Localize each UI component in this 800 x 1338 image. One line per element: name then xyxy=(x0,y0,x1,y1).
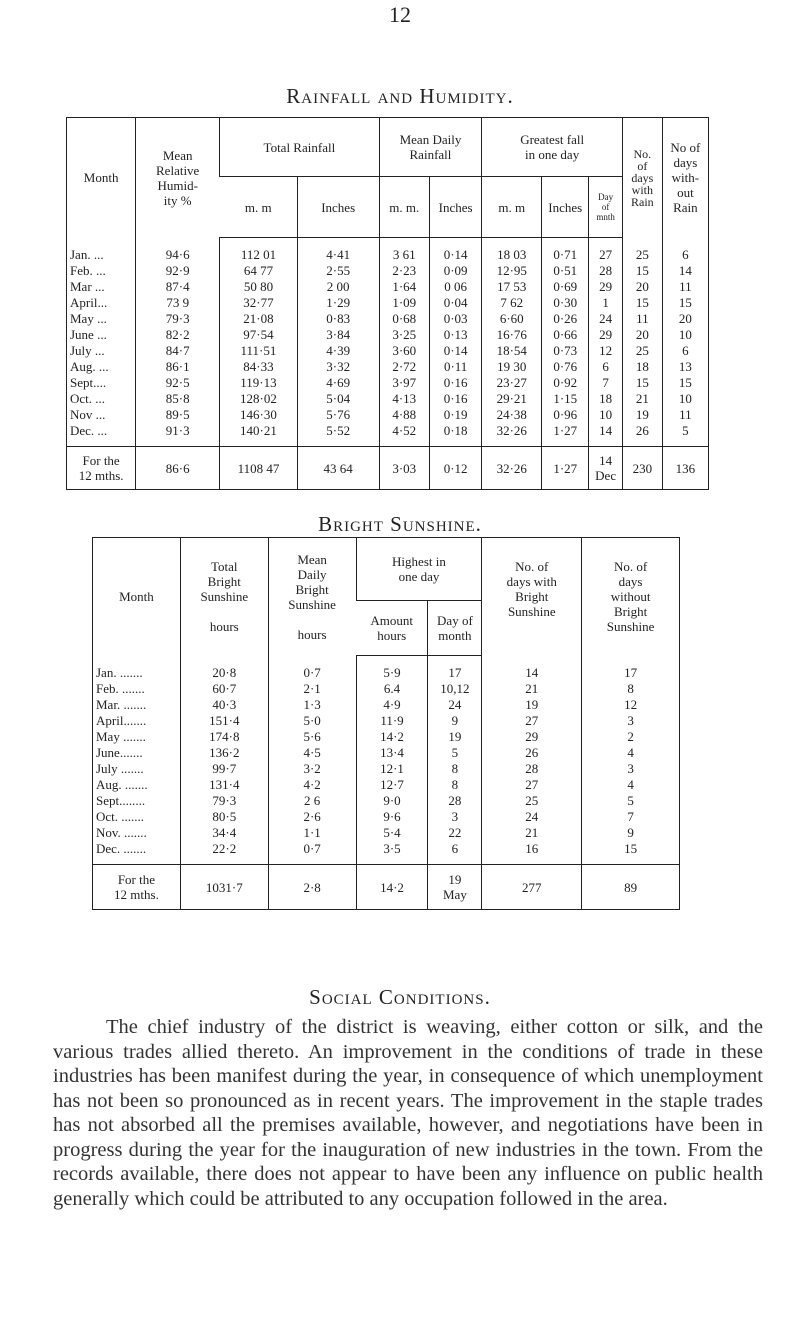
table-cell: 3 xyxy=(582,712,680,728)
table-cell: 13·4 xyxy=(356,744,428,760)
table-cell: 15 xyxy=(662,374,708,390)
table-cell: 128·02 xyxy=(220,390,298,406)
table-cell: 3 xyxy=(428,808,482,824)
row-month: April... xyxy=(70,294,108,310)
total-cell: 43 64 xyxy=(297,447,379,490)
table-cell: 8 xyxy=(428,760,482,776)
table-cell: 0·96 xyxy=(542,406,589,422)
table-cell: 174·8 xyxy=(180,728,268,744)
table-cell: 99·7 xyxy=(180,760,268,776)
table-row xyxy=(67,294,709,310)
header-mean-humidity: Mean Relative Humid- ity % xyxy=(136,118,220,238)
table-cell: 17 xyxy=(582,664,680,680)
table-cell: 6 xyxy=(589,358,623,374)
header-mm-greatest: m. m xyxy=(482,177,542,238)
table-cell: 3·2 xyxy=(268,760,356,776)
sun-header-mean: Mean Daily Bright Sunshine hours xyxy=(268,538,356,656)
row-month: April....... xyxy=(96,712,147,728)
table-cell: 14 xyxy=(589,422,623,438)
table-cell: 11 xyxy=(622,310,662,326)
table-row xyxy=(67,406,709,422)
table-cell: 11 xyxy=(662,406,708,422)
table-cell: 32·26 xyxy=(482,422,542,438)
table-cell: 1·64 xyxy=(379,278,429,294)
table-cell: 4·9 xyxy=(356,696,428,712)
table-row xyxy=(93,808,680,824)
table-cell: 5 xyxy=(428,744,482,760)
table-cell: 20 xyxy=(622,278,662,294)
table-cell: 16 xyxy=(482,840,582,856)
table-cell: 79·3 xyxy=(180,792,268,808)
table-cell: 1·1 xyxy=(268,824,356,840)
sun-header-days-without: No. of days without Bright Sunshine xyxy=(582,538,680,656)
table-cell: 25 xyxy=(622,246,662,262)
table-cell: 84·33 xyxy=(220,358,298,374)
table-cell: 1·3 xyxy=(268,696,356,712)
table-cell: 40·3 xyxy=(180,696,268,712)
table-cell: 119·13 xyxy=(220,374,298,390)
table-cell: 9 xyxy=(582,824,680,840)
table-cell: 19 xyxy=(428,728,482,744)
header-inches-daily: Inches xyxy=(429,177,481,238)
row-month: Oct. ... xyxy=(70,390,106,406)
table-cell: 0·16 xyxy=(429,390,481,406)
table-cell: 111·51 xyxy=(220,342,298,358)
table-cell: 7 xyxy=(582,808,680,824)
table-cell: 24 xyxy=(589,310,623,326)
table-cell: 15 xyxy=(622,262,662,278)
table-row xyxy=(93,728,680,744)
table-cell: 29 xyxy=(482,728,582,744)
rainfall-title: Rainfall and Humidity. xyxy=(286,84,514,108)
table-cell: 0·11 xyxy=(429,358,481,374)
row-month: June ... xyxy=(70,326,107,342)
table-cell: 4·52 xyxy=(379,422,429,438)
table-cell: 1·29 xyxy=(297,294,379,310)
table-cell: 97·54 xyxy=(220,326,298,342)
sunshine-total-row xyxy=(93,865,680,910)
table-cell: 140·21 xyxy=(220,422,298,438)
total-dry-days: 136 xyxy=(662,447,708,490)
table-cell: 12 xyxy=(589,342,623,358)
table-cell: 19 30 xyxy=(482,358,542,374)
table-cell: 9 xyxy=(428,712,482,728)
table-cell: 8 xyxy=(428,776,482,792)
sun-header-days-with: No. of days with Bright Sunshine xyxy=(482,538,582,656)
sun-total-cell: 14·2 xyxy=(356,865,428,910)
table-row xyxy=(67,342,709,358)
table-cell: 86·1 xyxy=(136,358,220,374)
table-cell: 50 80 xyxy=(220,278,298,294)
table-cell: 21 xyxy=(622,390,662,406)
table-row xyxy=(93,776,680,792)
table-cell: 3·97 xyxy=(379,374,429,390)
table-cell: 0·16 xyxy=(429,374,481,390)
table-cell: 34·4 xyxy=(180,824,268,840)
sun-header-highest: Highest in one day xyxy=(356,538,482,601)
table-cell: 0·30 xyxy=(542,294,589,310)
table-cell: 4 xyxy=(582,776,680,792)
table-cell: 0·14 xyxy=(429,342,481,358)
table-cell: 136·2 xyxy=(180,744,268,760)
total-cell: 32·26 xyxy=(482,447,542,490)
table-cell: 0·19 xyxy=(429,406,481,422)
table-cell: 15 xyxy=(662,294,708,310)
table-cell: 60·7 xyxy=(180,680,268,696)
header-inches-greatest: Inches xyxy=(542,177,589,238)
table-cell: 87·4 xyxy=(136,278,220,294)
social-title: Social Conditions. xyxy=(309,985,491,1009)
table-cell: 4·41 xyxy=(297,246,379,262)
total-cell: 1108 47 xyxy=(220,447,298,490)
table-cell: 27 xyxy=(482,776,582,792)
table-cell: 6·60 xyxy=(482,310,542,326)
row-month: Nov. ....... xyxy=(96,824,147,840)
table-cell: 0·09 xyxy=(429,262,481,278)
table-cell: 24 xyxy=(428,696,482,712)
table-cell: 1 xyxy=(589,294,623,310)
table-cell: 0·51 xyxy=(542,262,589,278)
table-cell: 6.4 xyxy=(356,680,428,696)
table-cell: 19 xyxy=(482,696,582,712)
row-month: Dec. ....... xyxy=(96,840,147,856)
table-cell: 3·25 xyxy=(379,326,429,342)
table-row xyxy=(93,792,680,808)
row-month: Nov ... xyxy=(70,406,106,422)
table-cell: 26 xyxy=(622,422,662,438)
table-cell: 21 xyxy=(482,680,582,696)
table-cell: 2 6 xyxy=(268,792,356,808)
table-cell: 79·3 xyxy=(136,310,220,326)
table-cell: 92·5 xyxy=(136,374,220,390)
table-cell: 21·08 xyxy=(220,310,298,326)
sun-total-day: 19 May xyxy=(428,865,482,910)
table-cell: 32·77 xyxy=(220,294,298,310)
row-month: Jan. ... xyxy=(70,246,104,262)
row-month: Mar. ....... xyxy=(96,696,147,712)
table-cell: 0·26 xyxy=(542,310,589,326)
social-paragraph: The chief industry of the district is weaving, either cotton or silk, and the various trades allied thereto. An improvement in the conditions of trade in these industries has been manifest during the year, in consequence of which unemployment has not been so pronounced as in recent years. The improvement in the staple trades has not absorbed all the premises available, however, and negotiations have been in progress during the year for the inauguration of new industries in the town. From the records available, there does not appear to have been any influence on public health generally which could be attributed to any occupation followed in the area. xyxy=(53,1016,763,1210)
table-cell: 0·83 xyxy=(297,310,379,326)
table-cell: 28 xyxy=(589,262,623,278)
table-cell: 5·04 xyxy=(297,390,379,406)
table-row xyxy=(67,390,709,406)
table-cell: 26 xyxy=(482,744,582,760)
table-cell: 16·76 xyxy=(482,326,542,342)
header-mm-daily: m. m. xyxy=(379,177,429,238)
table-cell: 7 62 xyxy=(482,294,542,310)
table-cell: 6 xyxy=(662,342,708,358)
table-cell: 4·39 xyxy=(297,342,379,358)
table-row xyxy=(93,824,680,840)
table-cell: 3·60 xyxy=(379,342,429,358)
table-cell: 0·92 xyxy=(542,374,589,390)
total-rain-days: 230 xyxy=(622,447,662,490)
table-row xyxy=(67,326,709,342)
table-row xyxy=(67,374,709,390)
total-cell: 86·6 xyxy=(136,447,220,490)
table-cell: 1·27 xyxy=(542,422,589,438)
table-cell: 10 xyxy=(589,406,623,422)
table-cell: 14 xyxy=(662,262,708,278)
table-cell: 5·76 xyxy=(297,406,379,422)
header-mm: m. m xyxy=(220,177,298,238)
table-cell: 29 xyxy=(589,278,623,294)
table-cell: 28 xyxy=(428,792,482,808)
table-cell: 2·23 xyxy=(379,262,429,278)
table-cell: 11 xyxy=(662,278,708,294)
table-row xyxy=(93,680,680,696)
table-cell: 29 xyxy=(589,326,623,342)
row-month: Oct. ....... xyxy=(96,808,145,824)
table-cell: 22·2 xyxy=(180,840,268,856)
table-row xyxy=(67,422,709,438)
table-cell: 5·4 xyxy=(356,824,428,840)
header-day-of-month: Day of mnth xyxy=(589,177,623,238)
table-cell: 11·9 xyxy=(356,712,428,728)
table-cell: 0·7 xyxy=(268,840,356,856)
table-cell: 3 xyxy=(582,760,680,776)
table-cell: 0·03 xyxy=(429,310,481,326)
row-month: Aug. ... xyxy=(70,358,109,374)
table-cell: 84·7 xyxy=(136,342,220,358)
table-cell: 20 xyxy=(662,310,708,326)
sun-header-amount: Amount hours xyxy=(356,601,428,656)
table-cell: 8 xyxy=(582,680,680,696)
header-greatest-fall: Greatest fall in one day xyxy=(482,118,623,177)
row-month: Sept.... xyxy=(70,374,107,390)
table-row xyxy=(93,840,680,856)
page-number: 12 xyxy=(389,2,411,27)
row-month: Aug. ....... xyxy=(96,776,148,792)
table-cell: 24·38 xyxy=(482,406,542,422)
table-cell: 29·21 xyxy=(482,390,542,406)
table-cell: 5·52 xyxy=(297,422,379,438)
table-row xyxy=(67,262,709,278)
table-cell: 5·6 xyxy=(268,728,356,744)
row-month: May ... xyxy=(70,310,107,326)
table-cell: 27 xyxy=(589,246,623,262)
table-cell: 20·8 xyxy=(180,664,268,680)
table-cell: 10 xyxy=(662,326,708,342)
sun-total-cell: 2·8 xyxy=(268,865,356,910)
table-cell: 151·4 xyxy=(180,712,268,728)
table-cell: 1·09 xyxy=(379,294,429,310)
row-month: June....... xyxy=(96,744,143,760)
table-cell: 17 xyxy=(428,664,482,680)
table-row xyxy=(93,696,680,712)
table-cell: 15 xyxy=(622,294,662,310)
row-month: Mar ... xyxy=(70,278,105,294)
table-cell: 131·4 xyxy=(180,776,268,792)
table-cell: 14·2 xyxy=(356,728,428,744)
header-month: Month xyxy=(83,170,119,186)
table-cell: 23·27 xyxy=(482,374,542,390)
header-days-with-rain: No. of days with Rain xyxy=(622,118,662,238)
table-cell: 9·0 xyxy=(356,792,428,808)
table-cell: 4 xyxy=(582,744,680,760)
table-cell: 13 xyxy=(662,358,708,374)
table-cell: 22 xyxy=(428,824,482,840)
table-cell: 17 53 xyxy=(482,278,542,294)
table-cell: 5·9 xyxy=(356,664,428,680)
table-cell: 89·5 xyxy=(136,406,220,422)
header-total-rainfall: Total Rainfall xyxy=(220,118,379,177)
table-cell: 12·1 xyxy=(356,760,428,776)
table-cell: 19 xyxy=(622,406,662,422)
table-cell: 6 xyxy=(428,840,482,856)
table-cell: 0·76 xyxy=(542,358,589,374)
table-cell: 7 xyxy=(589,374,623,390)
table-cell: 25 xyxy=(622,342,662,358)
table-cell: 3·84 xyxy=(297,326,379,342)
table-cell: 0·7 xyxy=(268,664,356,680)
table-cell: 4·5 xyxy=(268,744,356,760)
table-cell: 73 9 xyxy=(136,294,220,310)
table-row xyxy=(67,278,709,294)
table-cell: 15 xyxy=(622,374,662,390)
table-cell: 28 xyxy=(482,760,582,776)
table-cell: 3·5 xyxy=(356,840,428,856)
table-cell: 80·5 xyxy=(180,808,268,824)
row-month: July ... xyxy=(70,342,105,358)
sun-total-with: 277 xyxy=(482,865,582,910)
table-cell: 24 xyxy=(482,808,582,824)
rainfall-table xyxy=(66,117,709,490)
row-month: Dec. ... xyxy=(70,422,108,438)
table-cell: 25 xyxy=(482,792,582,808)
sun-header-total: Total Bright Sunshine hours xyxy=(180,538,268,656)
table-cell: 10 xyxy=(662,390,708,406)
sunshine-table xyxy=(92,537,680,910)
table-row xyxy=(93,744,680,760)
rainfall-total-row xyxy=(67,447,709,490)
table-cell: 5 xyxy=(582,792,680,808)
row-month: Feb. ....... xyxy=(96,680,145,696)
table-cell: 6 xyxy=(662,246,708,262)
header-inches: Inches xyxy=(297,177,379,238)
table-cell: 10,12 xyxy=(428,680,482,696)
table-cell: 5 xyxy=(662,422,708,438)
table-cell: 18 xyxy=(589,390,623,406)
table-cell: 91·3 xyxy=(136,422,220,438)
table-cell: 112 01 xyxy=(220,246,298,262)
table-cell: 4·2 xyxy=(268,776,356,792)
table-cell: 146·30 xyxy=(220,406,298,422)
table-cell: 4·69 xyxy=(297,374,379,390)
table-row xyxy=(67,358,709,374)
table-row xyxy=(67,246,709,262)
total-cell: 0·12 xyxy=(429,447,481,490)
table-cell: 9·6 xyxy=(356,808,428,824)
table-cell: 20 xyxy=(622,326,662,342)
table-cell: 0·13 xyxy=(429,326,481,342)
sun-header-month: Month xyxy=(119,589,154,605)
sun-total-cell: 1031·7 xyxy=(180,865,268,910)
table-cell: 2·1 xyxy=(268,680,356,696)
sun-total-without: 89 xyxy=(582,865,680,910)
table-cell: 3 61 xyxy=(379,246,429,262)
table-cell: 0·18 xyxy=(429,422,481,438)
table-cell: 2·6 xyxy=(268,808,356,824)
table-cell: 12·7 xyxy=(356,776,428,792)
row-month: May ....... xyxy=(96,728,146,744)
total-cell: 1·27 xyxy=(542,447,589,490)
table-cell: 3·32 xyxy=(297,358,379,374)
row-month: July ....... xyxy=(96,760,144,776)
sun-total-label: For the 12 mths. xyxy=(93,865,181,910)
table-cell: 2·55 xyxy=(297,262,379,278)
sun-header-day-of-month: Day of month xyxy=(428,601,482,656)
total-cell: 3·03 xyxy=(379,447,429,490)
table-row xyxy=(93,712,680,728)
sunshine-title: Bright Sunshine. xyxy=(318,512,482,536)
table-cell: 2·72 xyxy=(379,358,429,374)
table-cell: 0·71 xyxy=(542,246,589,262)
table-cell: 14 xyxy=(482,664,582,680)
table-cell: 27 xyxy=(482,712,582,728)
row-month: Jan. ....... xyxy=(96,664,143,680)
table-cell: 12 xyxy=(582,696,680,712)
table-cell: 94·6 xyxy=(136,246,220,262)
table-cell: 82·2 xyxy=(136,326,220,342)
table-cell: 0·04 xyxy=(429,294,481,310)
table-cell: 0 06 xyxy=(429,278,481,294)
table-cell: 2 xyxy=(582,728,680,744)
table-row xyxy=(93,664,680,680)
total-day: 14 Dec xyxy=(589,447,623,490)
row-month: Feb. ... xyxy=(70,262,106,278)
header-days-without-rain: No of days with- out Rain xyxy=(662,118,708,238)
table-cell: 0·14 xyxy=(429,246,481,262)
table-cell: 0·69 xyxy=(542,278,589,294)
table-cell: 18 03 xyxy=(482,246,542,262)
table-cell: 21 xyxy=(482,824,582,840)
table-cell: 92·9 xyxy=(136,262,220,278)
table-cell: 1·15 xyxy=(542,390,589,406)
table-row xyxy=(67,310,709,326)
table-cell: 5·0 xyxy=(268,712,356,728)
row-month: Sept........ xyxy=(96,792,146,808)
table-row xyxy=(93,760,680,776)
table-cell: 15 xyxy=(582,840,680,856)
table-cell: 64 77 xyxy=(220,262,298,278)
table-cell: 18·54 xyxy=(482,342,542,358)
table-cell: 18 xyxy=(622,358,662,374)
table-cell: 4·88 xyxy=(379,406,429,422)
table-cell: 2 00 xyxy=(297,278,379,294)
table-cell: 0·68 xyxy=(379,310,429,326)
table-cell: 12·95 xyxy=(482,262,542,278)
table-cell: 0·73 xyxy=(542,342,589,358)
total-label: For the 12 mths. xyxy=(67,447,136,490)
table-cell: 85·8 xyxy=(136,390,220,406)
table-cell: 4·13 xyxy=(379,390,429,406)
header-mean-daily: Mean Daily Rainfall xyxy=(379,118,482,177)
table-cell: 0·66 xyxy=(542,326,589,342)
